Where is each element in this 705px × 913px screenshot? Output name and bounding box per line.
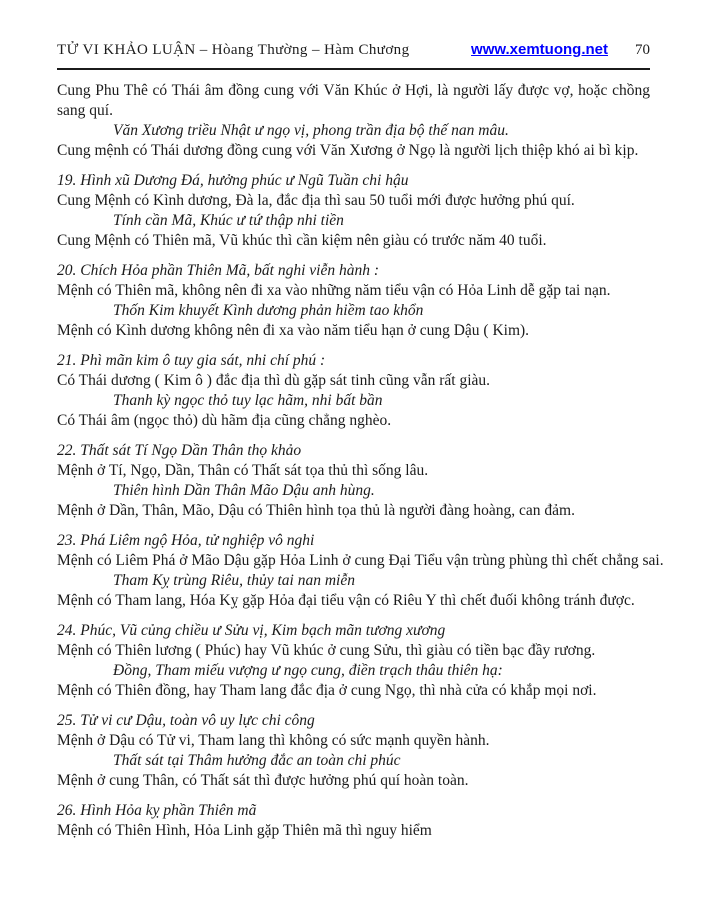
- section-19: [57, 171, 650, 251]
- document-body: [57, 81, 664, 841]
- section-23: [57, 531, 664, 611]
- section-title: 21. Phì mãn kim ô tuy gia sát, nhi chí phú :: [57, 352, 326, 369]
- section-line: Mệnh ở cung Thân, có Thất sát thì được hưởng phú quí hoàn toàn.: [57, 772, 469, 789]
- section-21: [57, 351, 650, 431]
- section-line: Mệnh ở Tí, Ngọ, Dần, Thân có Thất sát tọa thủ thì sống lâu.: [57, 462, 429, 479]
- intro-quote: Văn Xương triều Nhật ư ngọ vị, phong trần địa bộ thế nan mâu.: [113, 122, 509, 139]
- intro-explanation: Cung mệnh có Thái dương đồng cung với Văn Xương ở Ngọ là người lịch thiệp khó ai bì kịp.: [57, 142, 639, 159]
- section-line: Cung Mệnh có Thiên mã, Vũ khúc thì cần kiệm nên giàu có trước năm 40 tuổi.: [57, 232, 547, 249]
- section-line: Mệnh có Liêm Phá ở Mão Dậu gặp Hỏa Linh ở cung Đại Tiểu vận trùng phùng thì chết chẳng sai.: [57, 552, 664, 569]
- section-line: Có Thái âm (ngọc thỏ) dù hãm địa cũng chẳng nghèo.: [57, 412, 392, 429]
- section-line: Mệnh có Thiên lương ( Phúc) hay Vũ khúc ở cung Sửu, thì giàu có tiền bạc đầy rương.: [57, 642, 596, 659]
- header-divider: [57, 68, 650, 70]
- section-line: Có Thái dương ( Kim ô ) đắc địa thì dù gặp sát tinh cũng vẫn rất giàu.: [57, 372, 491, 389]
- section-line: Mệnh có Thiên đồng, hay Tham lang đắc địa ở cung Ngọ, thì nhà cửa có khắp mọi nơi.: [57, 682, 597, 699]
- page-number: 70: [635, 42, 650, 58]
- section-26: [57, 801, 650, 841]
- section-line: Mệnh có Thiên mã, không nên đi xa vào những năm tiểu vận có Hỏa Linh dễ gặp tai nạn.: [57, 282, 611, 299]
- section-title: 23. Phá Liêm ngộ Hỏa, tử nghiệp vô nghi: [57, 532, 315, 549]
- section-title: 25. Tử vi cư Dậu, toàn vô uy lực chi công: [57, 712, 315, 729]
- section-title: 22. Thất sát Tí Ngọ Dần Thân thọ khảo: [57, 442, 302, 459]
- section-25: [57, 711, 650, 791]
- section-quote: Đồng, Tham miếu vượng ư ngọ cung, điền trạch thâu thiên hạ:: [113, 662, 503, 679]
- section-quote: Tham Kỵ trùng Riêu, thủy tai nan miễn: [113, 572, 355, 589]
- section-22: [57, 441, 650, 521]
- section-line: Cung Mệnh có Kình dương, Đà la, đắc địa thì sau 50 tuổi mới được hưởng phú quí.: [57, 192, 575, 209]
- section-20: [57, 261, 650, 341]
- section-line: Mệnh có Tham lang, Hóa Kỵ gặp Hỏa đại tiểu vận có Riêu Y thì chết đuối không tránh được.: [57, 592, 635, 609]
- section-line: Mệnh ở Dần, Thân, Mão, Dậu có Thiên hình tọa thủ là người đàng hoàng, can đảm.: [57, 502, 575, 519]
- section-24: [57, 621, 650, 701]
- intro-paragraph: Cung Phu Thê có Thái âm đồng cung với Văn Khúc ở Hợi, là người lấy được vợ, hoặc chồng sang quí.: [57, 82, 650, 119]
- section-quote: Thiên hình Dần Thân Mão Dậu anh hùng.: [113, 482, 375, 499]
- page-header: [57, 0, 650, 59]
- section-title: 19. Hình xũ Dương Đá, hưởng phúc ư Ngũ Tuần chi hậu: [57, 172, 409, 189]
- section-line: Mệnh ở Dậu có Tử vi, Tham lang thì không có sức mạnh quyền hành.: [57, 732, 490, 749]
- section-line: Mệnh có Thiên Hình, Hỏa Linh gặp Thiên mã thì nguy hiểm: [57, 822, 432, 839]
- section-quote: Thốn Kim khuyết Kình dương phản hiềm tao khổn: [113, 302, 424, 319]
- section-title: 26. Hình Hỏa kỵ phần Thiên mã: [57, 802, 257, 819]
- section-title: 24. Phúc, Vũ củng chiều ư Sửu vị, Kim bạch mãn tương xương: [57, 622, 446, 639]
- section-title: 20. Chích Hỏa phần Thiên Mã, bất nghi viễn hành :: [57, 262, 380, 279]
- section-quote: Thất sát tại Thâm hưởng đắc an toàn chi phúc: [113, 752, 401, 769]
- document-title: TỬ VI KHẢO LUẬN – Hòang Thường – Hàm Chương: [57, 42, 410, 58]
- section-quote: Tính cần Mã, Khúc ư tứ thập nhi tiền: [113, 212, 344, 229]
- section-quote: Thanh kỳ ngọc thỏ tuy lạc hãm, nhi bất bần: [113, 392, 383, 409]
- section-line: Mệnh có Kình dương không nên đi xa vào năm tiểu hạn ở cung Dậu ( Kim).: [57, 322, 530, 339]
- website-link[interactable]: www.xemtuong.net: [471, 41, 608, 58]
